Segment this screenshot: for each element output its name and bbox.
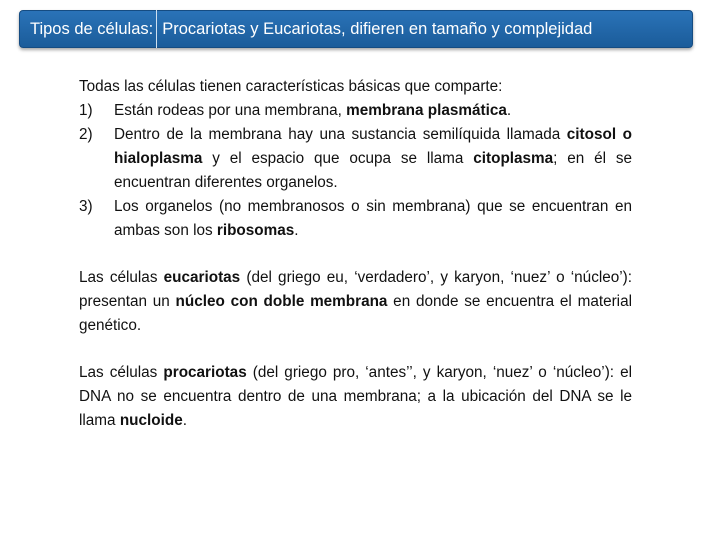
eucariotas-paragraph	[79, 266, 632, 338]
bold-term: membrana plasmática	[346, 102, 507, 119]
bold-term: citoplasma	[473, 150, 554, 167]
title-text: Procariotas y Eucariotas, difieren en tamaño y complejidad	[162, 19, 593, 38]
bold-term: citosol o hialoplasma	[114, 126, 633, 167]
list-text: Dentro de la membrana hay una sustancia semilíquida llamada	[114, 126, 567, 143]
paragraph-text: (del griego eu, ‘verdadero’, y karyon, ‘nuez’ o ‘núcleo’): presentan un	[79, 269, 632, 310]
bold-term: procariotas	[163, 364, 247, 381]
paragraph-text: Las células	[79, 269, 164, 286]
paragraph-text: en donde se encuentra el material genético.	[79, 293, 632, 334]
slide-title-bar	[19, 10, 693, 48]
characteristics-list	[79, 99, 632, 243]
bold-term: núcleo con doble membrana	[175, 293, 388, 310]
title-divider	[156, 10, 157, 48]
list-item	[79, 195, 632, 243]
intro-paragraph: Todas las células tienen características básicas que comparte:	[79, 78, 503, 95]
bold-term: eucariotas	[163, 269, 241, 286]
list-text: Los organelos (no membranosos o sin membrana) que se encuentran en ambas son los	[114, 198, 632, 239]
list-text: y el espacio que ocupa se llama	[202, 150, 474, 167]
list-text: ; en él se encuentran diferentes organelos.	[114, 150, 632, 191]
list-number: 1)	[79, 102, 93, 119]
bold-term: ribosomas	[216, 222, 295, 239]
list-text: Están rodeas por una membrana,	[114, 102, 347, 119]
paragraph-text: (del griego pro, ‘antes’’, y karyon, ‘nuez’ o ‘núcleo’): el DNA no se encuentra dentro de una membrana; a la ubicación del DNA se le llama	[79, 364, 633, 429]
list-number: 3)	[79, 198, 93, 215]
list-item	[79, 99, 632, 123]
paragraph-text: .	[182, 412, 187, 429]
list-item	[79, 123, 632, 195]
slide-body	[79, 75, 632, 433]
bold-term: nucloide	[119, 412, 183, 429]
title-prefix: Tipos de células:	[30, 19, 154, 38]
paragraph-text: Las células	[79, 364, 164, 381]
list-text: .	[294, 222, 299, 239]
list-text: .	[506, 102, 512, 119]
list-number: 2)	[79, 126, 93, 143]
procariotas-paragraph	[79, 361, 632, 433]
